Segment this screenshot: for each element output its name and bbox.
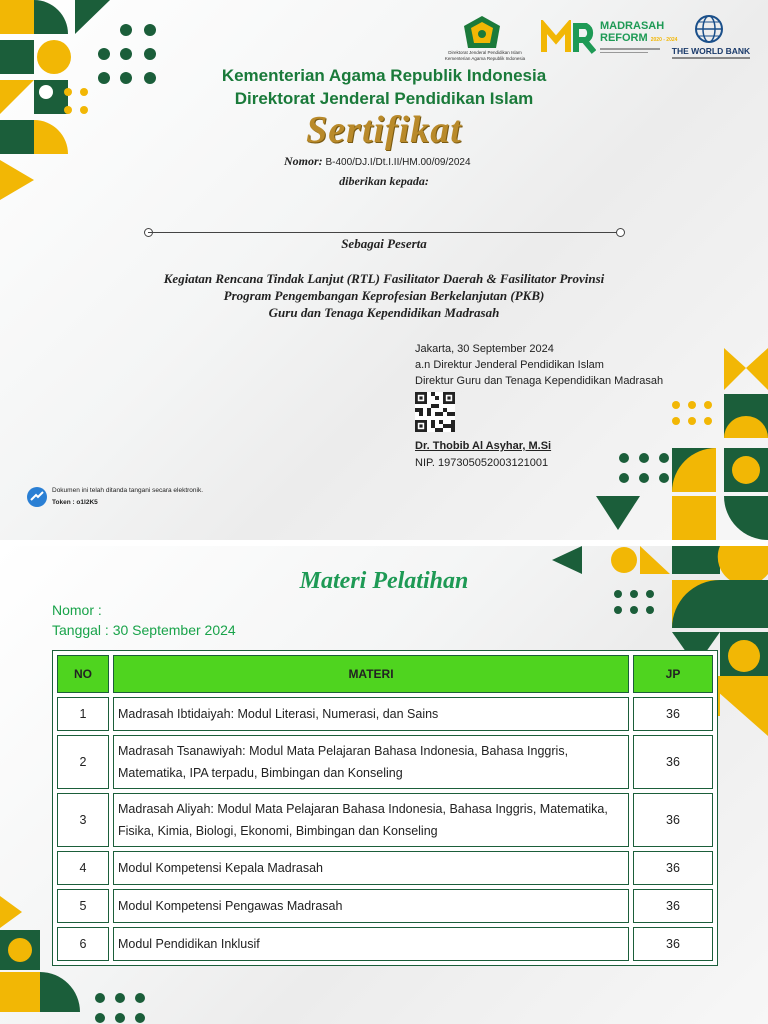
row-no: 4 bbox=[57, 851, 109, 885]
row-materi: Madrasah Tsanawiyah: Modul Mata Pelajaran Bahasa Indonesia, Bahasa Inggris, Matematika, IPA terpadu, Bimbingan dan Konseling bbox=[113, 735, 629, 789]
madrasah-reform-line1: MADRASAH bbox=[600, 20, 665, 32]
place-date: Jakarta, 30 September 2024 bbox=[415, 343, 554, 355]
signer-nip: NIP. 197305052003121001 bbox=[415, 457, 549, 469]
qr-code-icon bbox=[415, 392, 455, 432]
header-materi: MATERI bbox=[113, 655, 629, 693]
activity-line3: Guru dan Tenaga Kependidikan Madrasah bbox=[268, 305, 500, 320]
row-materi: Modul Pendidikan Inklusif bbox=[113, 927, 629, 961]
kemenag-logo-caption bbox=[430, 50, 540, 62]
header-no: NO bbox=[57, 655, 109, 693]
certificate-title: Sertifikat bbox=[306, 109, 462, 151]
table-row bbox=[57, 697, 713, 731]
table-row bbox=[57, 889, 713, 923]
madrasah-reform-text bbox=[600, 20, 677, 46]
esign-token: Token : o1I2K5 bbox=[52, 499, 98, 506]
signer-name: Dr. Thobib Al Asyhar, M.Si bbox=[415, 440, 552, 452]
training-materials-page bbox=[0, 546, 768, 1024]
row-materi: Madrasah Ibtidaiyah: Modul Literasi, Numerasi, dan Sains bbox=[113, 697, 629, 731]
row-jp: 36 bbox=[633, 697, 713, 731]
certificate-number bbox=[284, 154, 471, 169]
world-bank-name: THE WORLD BANK bbox=[671, 46, 751, 56]
nomor-label: Nomor: bbox=[284, 154, 323, 168]
row-no: 3 bbox=[57, 793, 109, 847]
table-header-row bbox=[57, 655, 713, 693]
world-bank-subline bbox=[672, 57, 750, 60]
row-jp: 36 bbox=[633, 927, 713, 961]
row-materi: Madrasah Aliyah: Modul Mata Pelajaran Bahasa Indonesia, Bahasa Inggris, Matematika, Fisika, Kimia, Biologi, Ekonomi, Bimbingan dan Konseling bbox=[113, 793, 629, 847]
kemenag-logo-icon bbox=[462, 14, 502, 52]
signer-position: Direktur Guru dan Tenaga Kependidikan Madrasah bbox=[415, 375, 664, 387]
madrasah-reform-years: 2020 - 2024 bbox=[650, 37, 678, 43]
materials-table bbox=[52, 650, 718, 966]
geometric-decoration-right bbox=[596, 348, 768, 540]
given-to-label: diberikan kepada: bbox=[339, 174, 429, 188]
materials-nomor: Nomor : bbox=[52, 602, 102, 618]
nomor-value: B-400/DJ.I/Dt.I.II/HM.00/09/2024 bbox=[325, 157, 471, 168]
ministry-name: Kementerian Agama Republik Indonesia bbox=[221, 66, 547, 85]
logo-caption-line2: Kementerian Agama Republik Indonesia bbox=[444, 56, 526, 61]
participant-role: Sebagai Peserta bbox=[341, 236, 427, 251]
table-row bbox=[57, 735, 713, 789]
esign-badge-icon bbox=[26, 486, 48, 508]
materials-title: Materi Pelatihan bbox=[299, 568, 469, 594]
row-materi: Modul Kompetensi Pengawas Madrasah bbox=[113, 889, 629, 923]
madrasah-reform-tagline bbox=[600, 46, 660, 56]
header-jp: JP bbox=[633, 655, 713, 693]
madrasah-reform-logo-icon bbox=[540, 20, 596, 56]
table-row bbox=[57, 793, 713, 847]
row-jp: 36 bbox=[633, 851, 713, 885]
activity-line2: Program Pengembangan Keprofesian Berkelanjutan (PKB) bbox=[223, 288, 545, 303]
esign-note: Dokumen ini telah ditanda tangani secara elektronik. bbox=[52, 487, 204, 494]
row-no: 6 bbox=[57, 927, 109, 961]
row-jp: 36 bbox=[633, 793, 713, 847]
row-no: 1 bbox=[57, 697, 109, 731]
row-no: 2 bbox=[57, 735, 109, 789]
row-jp: 36 bbox=[633, 889, 713, 923]
activity-line1: Kegiatan Rencana Tindak Lanjut (RTL) Fasilitator Daerah & Fasilitator Provinsi bbox=[163, 271, 605, 286]
world-bank-globe-icon bbox=[694, 14, 724, 44]
on-behalf: a.n Direktur Jenderal Pendidikan Islam bbox=[415, 359, 604, 371]
row-jp: 36 bbox=[633, 735, 713, 789]
table-row bbox=[57, 851, 713, 885]
logo-caption-line1: Direktorat Jenderal Pendidikan Islam bbox=[448, 50, 522, 55]
madrasah-reform-line2: REFORM bbox=[600, 32, 648, 44]
row-no: 5 bbox=[57, 889, 109, 923]
row-materi: Modul Kompetensi Kepala Madrasah bbox=[113, 851, 629, 885]
materials-date: Tanggal : 30 September 2024 bbox=[52, 622, 236, 638]
recipient-name-line bbox=[148, 232, 620, 233]
activity-description bbox=[0, 270, 768, 321]
table-row bbox=[57, 927, 713, 961]
directorate-name: Direktorat Jenderal Pendidikan Islam bbox=[234, 89, 534, 108]
